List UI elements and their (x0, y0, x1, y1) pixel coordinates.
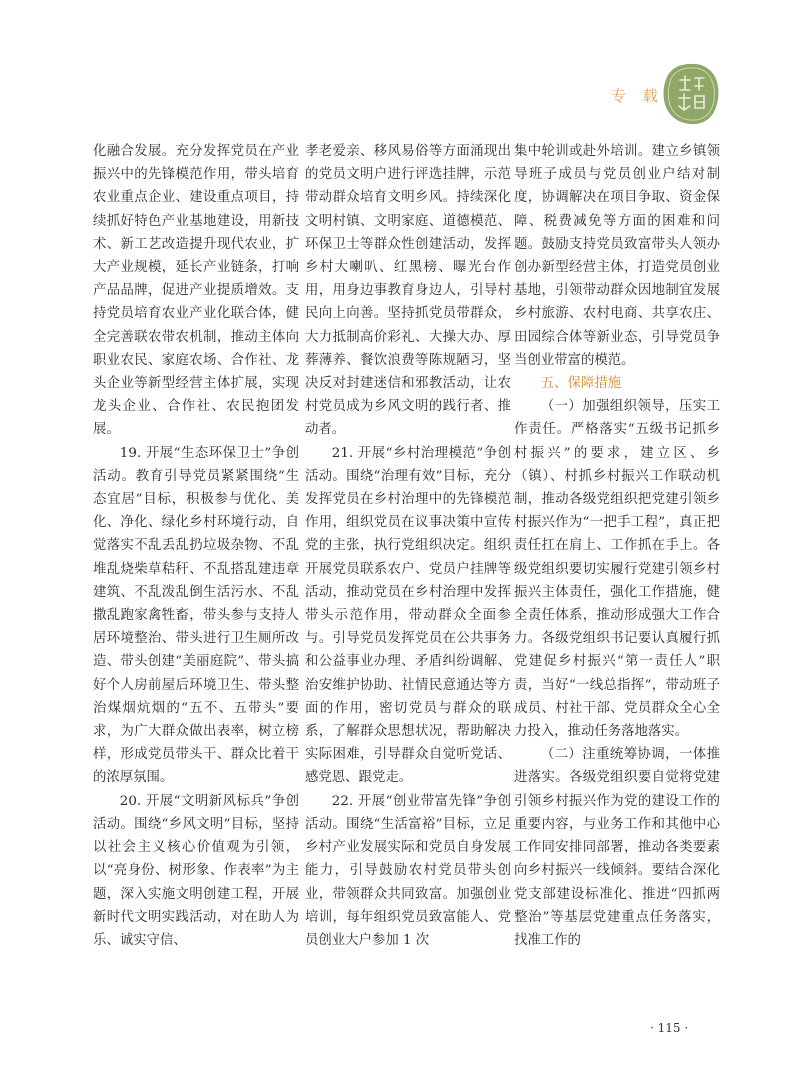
jade-seal-icon (662, 62, 720, 126)
paragraph: 19. 开展“生态环保卫士”争创活动。教育引导党员紧紧围绕“生态宜居”目标，积极参与优化、美化、净化、绿化乡村环境行动，自觉落实不乱丢乱扔垃圾杂物、不乱堆乱烧柴草秸秆、不乱搭乱建违章建筑、不乱泼乱倒生活污水、不乱撒乱跑家禽牲畜，带头参与支持人居环境整治、带头进行卫生厕所改造、带头创建“美丽庭院”、带头搞好个人房前屋后环境卫生、带头整治煤烟炕烟的“五不、五带头”要求，为广大群众做出表率，树立榜样，形成党员带头干、群众比着干的浓厚氛围。 (93, 445, 299, 786)
paragraph: 化融合发展。充分发挥党员在产业振兴中的先锋模范作用，带头培育农业重点企业、建设重点项目，持续抓好特色产业基地建设，用新技术、新工艺改造提升现代农业，扩大产业规模，延长产业链条，打响产品品牌，促进产业提质增效。支持党员培育农业产业化联合体，健全完善联农带农机制，推动主体向职业农民、家庭农场、合作社、龙头企业等新型经营主体扩展，实现龙头企业、合作社、农民抱团发展。 (93, 144, 299, 438)
section-heading: 五、保障措施 (540, 376, 622, 392)
page-number: · 115 · (650, 1021, 689, 1035)
paragraph: 孝老爱亲、移风易俗等方面涌现出的党员文明户进行评选挂牌，示范带动群众培育文明乡风。持续深化文明村镇、文明家庭、道德模范、环保卫士等群众性创建活动，发挥乡村大喇叭、红黑榜、曝光台作用，用身边事教育身边人，引导村民向上向善。坚持抓党员带群众，大力抵制高价彩礼、大操大办、厚葬薄养、餐饮浪费等陈规陋习，坚决反对封建迷信和邪教活动，让农村党员成为乡风文明的践行者、推动者。 (305, 144, 511, 438)
text-column-3 (514, 140, 720, 952)
paragraph: （二）注重统筹协调，一体推进落实。各级党组织要自觉将党建引领乡村振兴作为党的建设工作的重要内容，与业务工作和其他中心工作同安排同部署，推动各类要素向乡村振兴一线倾斜。要结合深化党支部建设标准化、推进“四抓两整治”等基层党建重点任务落实，找准工作的 (514, 747, 720, 948)
text-column-2 (305, 140, 511, 952)
paragraph: 22. 开展“创业带富先锋”争创活动。围绕“生活富裕”目标，立足乡村产业发展实际和党员自身发展能力，引导鼓励农村党员带头创业，带领群众共同致富。加强创业培训，每年组织党员致富能人、党员创业大户参加 1 次 (305, 793, 511, 948)
paragraph: 20. 开展“文明新风标兵”争创活动。围绕“乡风文明”目标，坚持以社会主义核心价值观为引领，以“亮身份、树形象、作表率”为主题，深入实施文明创建工程，开展新时代文明实践活动，对在助人为乐、诚实守信、 (93, 793, 299, 948)
paragraph: 21. 开展“乡村治理模范”争创活动。围绕“治理有效”目标，充分发挥党员在乡村治理中的先锋模范作用，组织党员在议事决策中宣传党的主张，执行党组织决定。组织开展党员联系农户、党员户挂牌等活动，推动党员在乡村治理中发挥带头示范作用，带动群众全面参与。引导党员发挥党员在公共事务和公益事业办理、矛盾纠纷调解、治安维护协助、社情民意通达等方面的作用，密切党员与群众的联系，了解群众思想状况，帮助解决实际困难，引导群众自觉听党话、感党恩、跟党走。 (305, 445, 511, 786)
text-column-1 (93, 140, 299, 952)
paragraph: （一）加强组织领导，压实工作责任。严格落实“五级书记抓乡村振兴”的要求，建立区、乡（镇）、村抓乡村振兴工作联动机制，推动各级党组织把党建引领乡村振兴作为“一把手工程”，真正把责任扛在肩上、工作抓在手上。各级党组织要切实履行党建引领乡村振兴主体责任，强化工作措施，健全责任体系，推动形成强大工作合力。各级党组织书记要认真履行抓党建促乡村振兴“第一责任人”职责，当好“一线总指挥”，带动班子成员、村社干部、党员群众全心全力投入，推动任务落地落实。 (514, 399, 720, 740)
paragraph: 集中轮训或赴外培训。建立乡镇领导班子成员与党员创业户结对制度，协调解决在项目争取、资金保障、税费减免等方面的困难和问题。鼓励支持党员致富带头人领办创办新型经营主体，打造党员创业基地，引领带动群众因地制宜发展乡村旅游、农村电商、共享农庄、田园综合体等新业态，引导党员争当创业带富的模范。 (514, 144, 720, 368)
section-label: 专 载 (611, 87, 664, 105)
